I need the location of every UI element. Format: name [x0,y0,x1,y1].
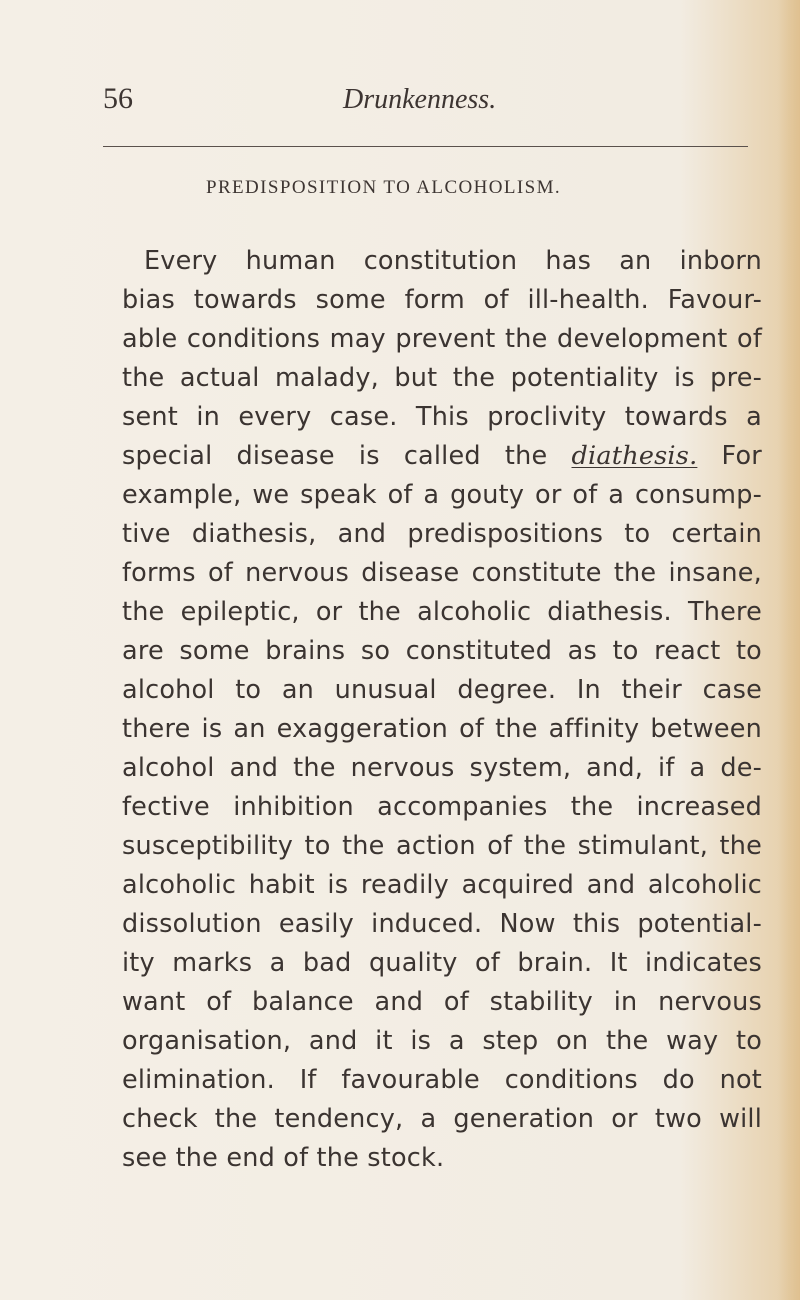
running-head [103,82,763,122]
text-line: alcohol and the nervous system, and, if a de- [122,753,762,783]
text-line: bias towards some form of ill-health. Favour- [122,285,762,315]
text-line: susceptibility to the action of the stimulant, the [122,831,762,861]
text-line: fective inhibition accompanies the increased [122,792,762,822]
text-line: the epileptic, or the alcoholic diathesis. There [122,597,762,627]
text-line: want of balance and of stability in nervous [122,987,762,1017]
section-heading: PREDISPOSITION TO ALCOHOLISM. [206,177,562,198]
running-title: Drunkenness. [343,84,497,115]
page-number: 56 [103,82,133,115]
header-rule [103,146,748,147]
text-fragment: special disease is called the [122,441,548,471]
text-line: check the tendency, a generation or two will [122,1104,762,1134]
text-line: the actual malady, but the potentiality is pre- [122,363,762,393]
body-paragraph [122,242,762,1178]
text-line: alcoholic habit is readily acquired and alcoholic [122,870,762,900]
text-line: able conditions may prevent the development of [122,324,762,354]
text-line: example, we speak of a gouty or of a consump- [122,480,762,510]
text-line: alcohol to an unusual degree. In their case [122,675,762,705]
text-line: Every human constitution has an inborn [144,246,762,276]
text-line: elimination. If favourable conditions do not [122,1065,762,1095]
text-line: organisation, and it is a step on the way to [122,1026,762,1056]
text-line: sent in every case. This proclivity towards a [122,402,762,432]
text-line: there is an exaggeration of the affinity between [122,714,762,744]
text-line: ity marks a bad quality of brain. It indicates [122,948,762,978]
text-line: forms of nervous disease constitute the insane, [122,558,762,588]
text-line: see the end of the stock. [122,1143,445,1173]
text-line: tive diathesis, and predispositions to certain [122,519,762,549]
text-fragment: For [721,441,762,471]
italic-term: diathesis. [571,441,698,471]
text-line: dissolution easily induced. Now this potential- [122,909,762,939]
page-edge-shading [778,0,800,1300]
text-line: are some brains so constituted as to react to [122,636,762,666]
text-line [122,437,762,476]
